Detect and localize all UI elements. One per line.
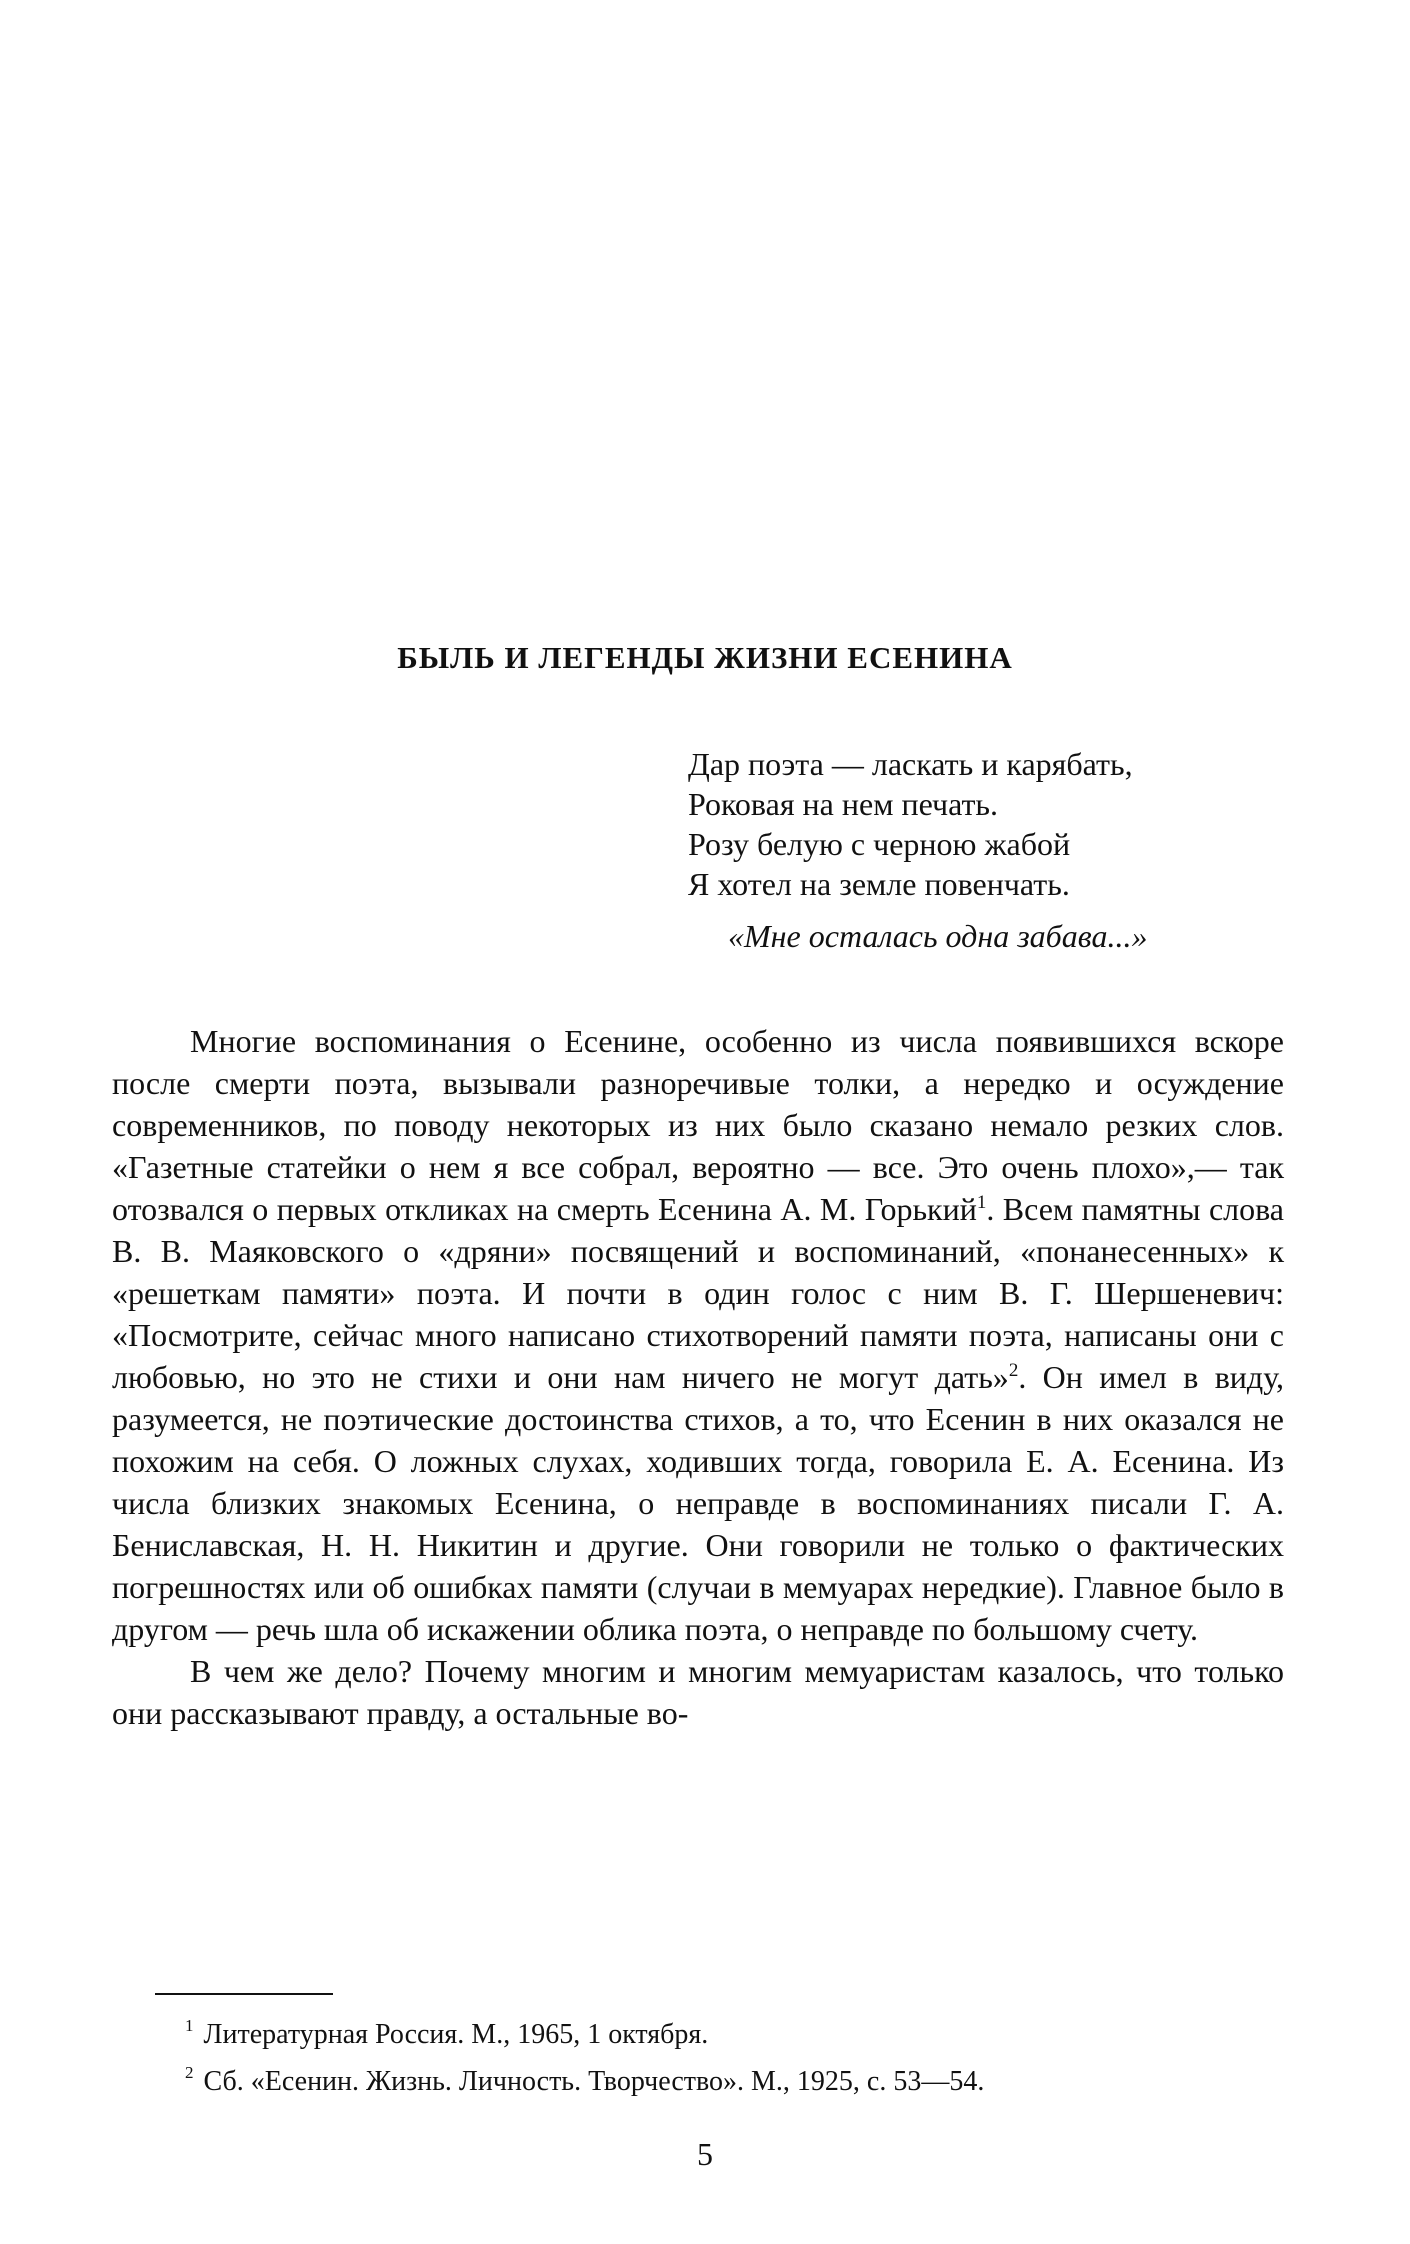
footnote-2 [185,2054,1295,2101]
paragraph-1-part-3: . Он имел в виду, разумеется, не поэтические достоинства стихов, а то, что Есенин в них оказался не похожим на себя. О ложных слухах, ходивших тогда, говорила Е. А. Есенина. Из числа близких знакомых Есенина, о неправде в воспоминаниях писали Г. А. Бениславская, Н. Н. Никитин и другие. Они говорили не только о фактических погрешностях или об ошибках памяти (случаи в мемуарах нередкие). Главное было в другом — речь шла об искажении облика поэта, о неправде по большому счету. [112,1359,1285,1647]
paragraph-2: В чем же дело? Почему многим и многим мемуаристам казалось, что только они рассказывают правду, а остальные во- [112,1653,1284,1731]
footnote-divider [155,1993,333,1995]
footnotes [185,2007,1295,2101]
footnote-ref-2: 2 [1008,1360,1019,1381]
footnote-text: Литературная Россия. М., 1965, 1 октября. [203,2019,709,2050]
body-text [112,1020,1284,1734]
page-number: 5 [697,2136,713,2172]
epigraph [688,744,1288,956]
epigraph-source: «Мне осталась одна забава...» [728,918,1148,954]
paragraph-1 [112,1020,1284,1650]
epigraph-line: Я хотел на земле повенчать. [688,866,1070,902]
epigraph-line: Роковая на нем печать. [688,786,999,822]
footnote-1 [185,2007,1295,2054]
paragraph-1-part-1: Многие воспоминания о Есенине, особенно из числа появившихся вскоре после смерти поэта, вызывали разноречивые толки, а нередко и осуждение современников, по поводу некоторых из них было сказано немало резких слов. «Газетные статейки о нем я все собрал, вероятно — все. Это очень плохо»,— так отозвался о первых откликах на смерть Есенина А. М. Горький [112,1023,1284,1227]
footnote-text: Сб. «Есенин. Жизнь. Личность. Творчество». М., 1925, с. 53—54. [203,2066,985,2097]
footnote-mark: 1 [185,2016,194,2035]
epigraph-line: Дар поэта — ласкать и карябать, [688,746,1133,782]
footnote-ref-1: 1 [976,1192,987,1213]
chapter-title: БЫЛЬ И ЛЕГЕНДЫ ЖИЗНИ ЕСЕНИНА [397,640,1013,675]
epigraph-line: Розу белую с черною жабой [688,826,1071,862]
paragraph-1-part-2: . Всем памятны слова В. В. Маяковского о «дряни» посвящений и воспоминаний, «понанесенных» к «решеткам памяти» поэта. И почти в один голос с ним В. Г. Шершеневич: «Посмотрите, сейчас много написано стихотворений памяти поэта, написаны они с любовью, но это не стихи и они нам ничего не могут дать» [112,1191,1285,1395]
footnote-mark: 2 [185,2063,194,2082]
